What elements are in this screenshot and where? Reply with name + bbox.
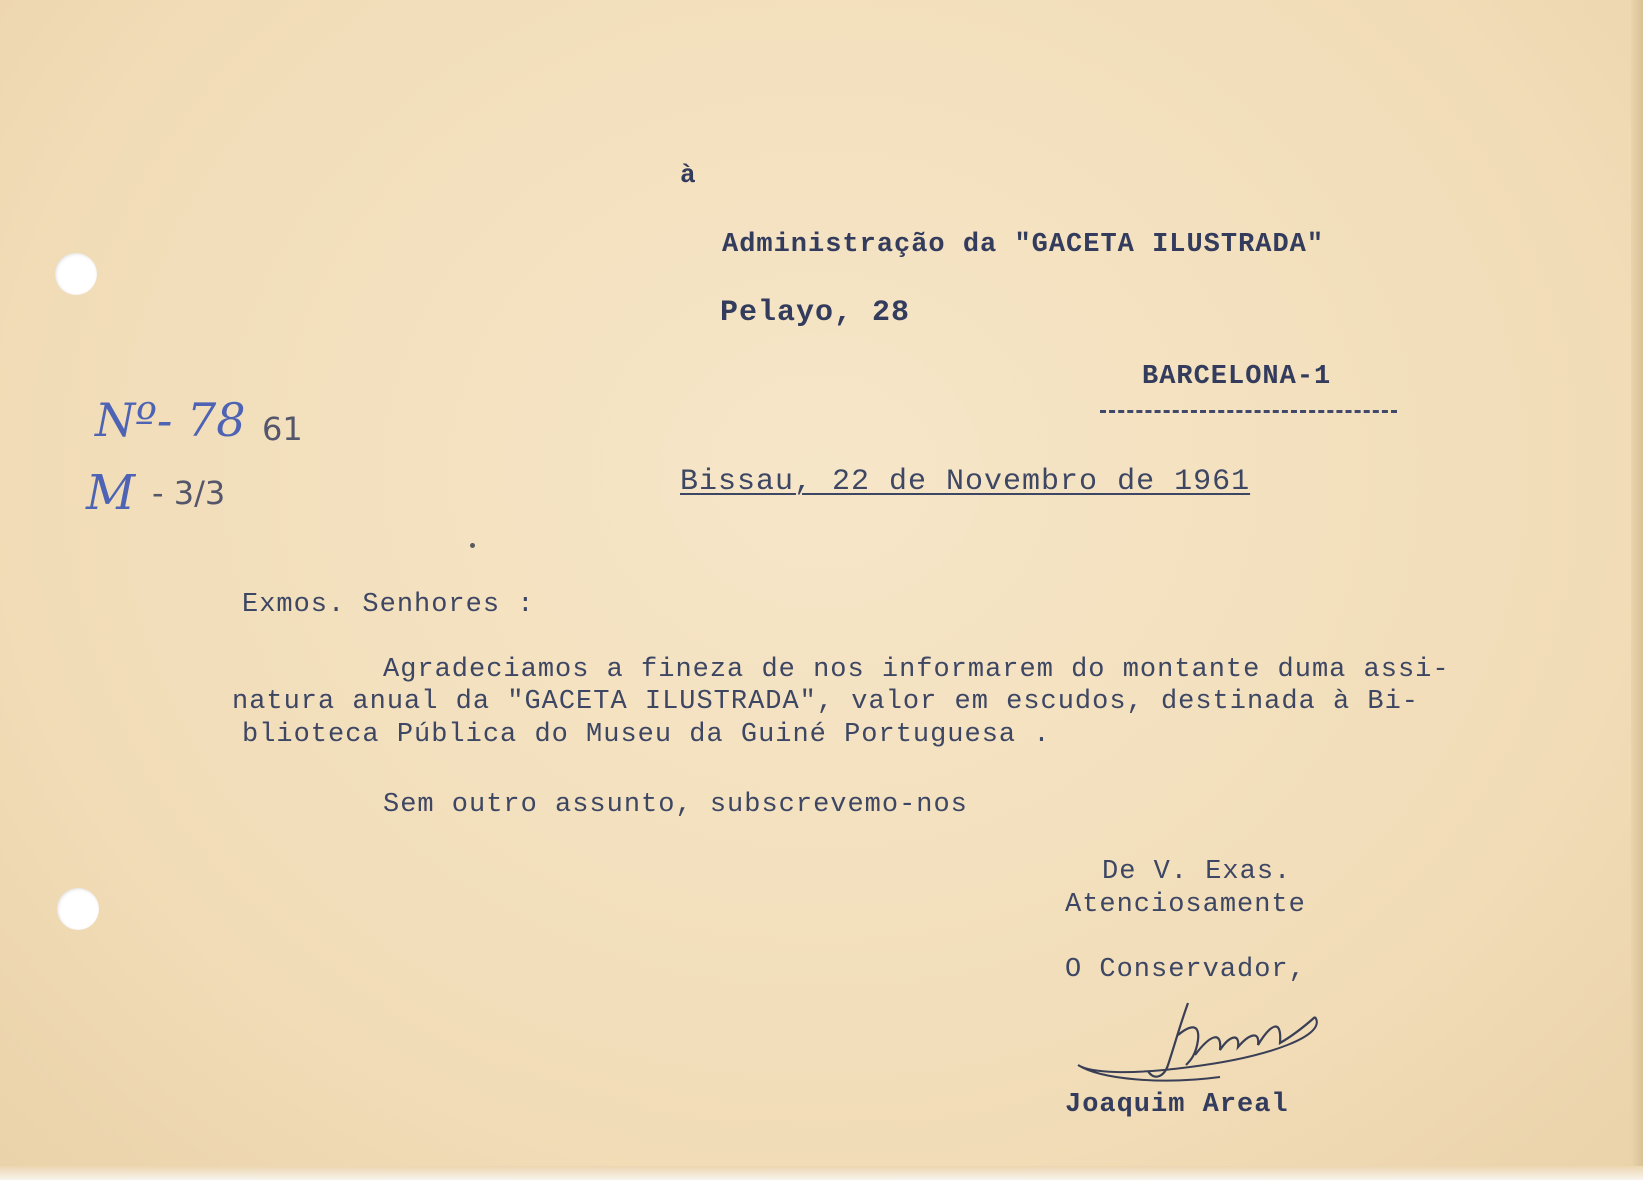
signatory-name: Joaquim Areal [1065,1090,1289,1120]
paper-right-edge [1631,0,1643,1180]
body-line-2: natura anual da "GACETA ILUSTRADA", valor em escudos, destinada à Bi- [232,687,1419,717]
signoff-line-2: Atenciosamente [1065,890,1306,920]
recipient-prefix: à [680,160,697,190]
signoff-line-1: De V. Exas. [1102,857,1292,887]
punch-hole-bottom [57,888,99,930]
handwritten-ref: M [86,465,136,521]
recipient-name: Administração da "GACETA ILUSTRADA" [722,230,1325,260]
recipient-street: Pelayo, 28 [720,296,911,330]
body-line-3: blioteca Pública do Museu da Guiné Portuguesa . [242,720,1051,750]
signoff-title: O Conservador, [1065,955,1306,985]
punch-hole-top [55,253,97,295]
recipient-city: BARCELONA-1 [1142,362,1332,392]
handwritten-number: Nº- 78 [95,393,246,447]
pencil-ref: - 3/3 [152,474,226,512]
paper-bottom-edge [0,1166,1643,1180]
date-line: Bissau, 22 de Novembro de 1961 [680,465,1251,499]
city-underline [1100,410,1397,413]
handwritten-signature [1070,995,1340,1095]
ink-speck [470,543,475,548]
body-line-1: Agradeciamos a fineza de nos informarem do montante duma assi- [383,655,1450,685]
salutation: Exmos. Senhores : [242,590,535,620]
closing-line: Sem outro assunto, subscrevemo-nos [383,790,968,820]
pencil-year: 61 [262,410,303,448]
